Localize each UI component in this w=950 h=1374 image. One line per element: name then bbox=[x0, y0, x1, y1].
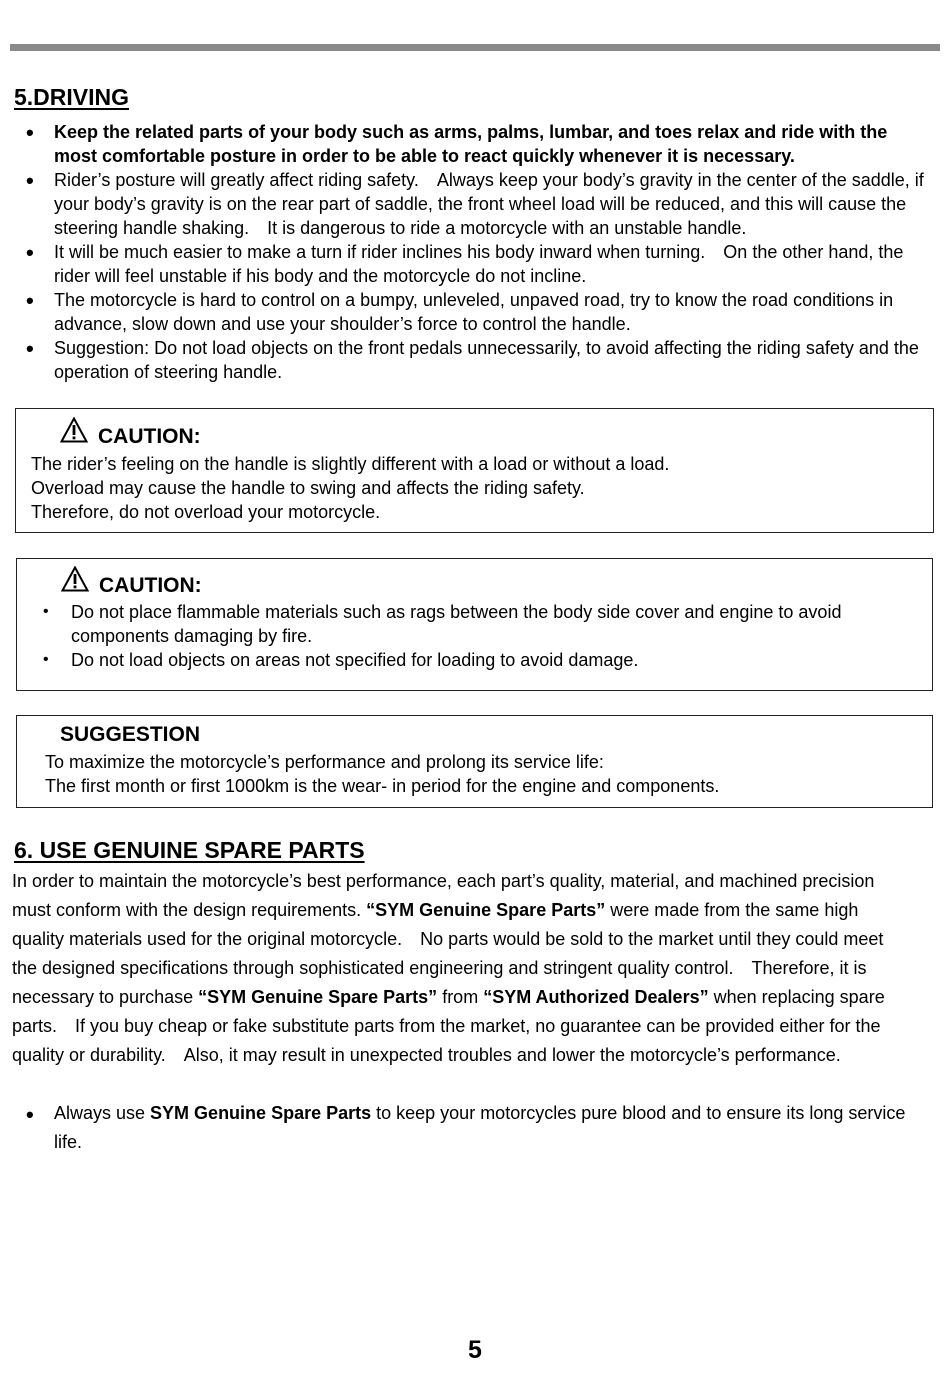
caution-line: Overload may cause the handle to swing and affects the riding safety. bbox=[31, 478, 585, 498]
caution-title: CAUTION: bbox=[98, 425, 201, 448]
suggestion-box bbox=[16, 715, 933, 808]
brand-emphasis: “SYM Authorized Dealers” bbox=[483, 987, 709, 1007]
caution-lines bbox=[31, 452, 921, 524]
section-heading-driving: 5.DRIVING bbox=[14, 84, 130, 110]
warning-triangle-icon bbox=[60, 417, 88, 443]
warning-triangle-icon bbox=[61, 566, 89, 592]
driving-bullet-list bbox=[26, 120, 926, 384]
list-item: • Keep the related parts of your body such as arms, palms, lumbar, and toes relax and ride with the most comfortable posture in order to be able to react quickly whenever it is necessary. bbox=[26, 120, 888, 166]
genuine-parts-paragraph: In order to maintain the motorcycle’s best performance, each part’s quality, material, and machined precision must conform with the design requirements. “SYM Genuine Spare Parts” were made from the same high quality materials used for the original motorcycle. No parts would be sold to the market until they could meet the designed specifications through sophisticated engineering and stringent quality control. Therefore, it is necessary to purchase “SYM Genuine Spare Parts” from “SYM Authorized Dealers” when replacing spare parts. If you buy cheap or fake substitute parts from the market, no guarantee can be provided either for the quality or durability. Also, it may result in unexpected troubles and lower the motorcycle’s performance. bbox=[12, 871, 885, 1065]
list-item: • The motorcycle is hard to control on a bumpy, unleveled, unpaved road, try to know the road conditions in advance, slow down and use your shoulder’s force to control the handle. bbox=[26, 288, 894, 334]
brand-emphasis: “SYM Genuine Spare Parts” bbox=[366, 900, 606, 920]
brand-emphasis: “SYM Genuine Spare Parts” bbox=[198, 987, 438, 1007]
suggestion-title: SUGGESTION bbox=[60, 723, 201, 746]
section-heading-genuine-parts: 6. USE GENUINE SPARE PARTS bbox=[14, 837, 365, 863]
top-rule bbox=[10, 44, 940, 51]
caution-line: The rider’s feeling on the handle is slightly different with a load or without a load. bbox=[31, 454, 670, 474]
genuine-parts-bullet-list bbox=[26, 1099, 926, 1157]
list-item: • Rider’s posture will greatly affect riding safety. Always keep your body’s gravity in the center of the saddle, if your body’s gravity is on the rear part of saddle, the front wheel load will be reduced, and this will cause the steering handle shaking. It is dangerous to ride a motorcycle with an unstable handle. bbox=[26, 168, 924, 238]
caution-box-load bbox=[15, 408, 934, 533]
caution-items bbox=[31, 600, 921, 672]
suggestion-lines bbox=[45, 750, 925, 798]
page-number: 5 bbox=[468, 1336, 482, 1364]
suggestion-line: To maximize the motorcycle’s performance and prolong its service life: bbox=[45, 752, 604, 772]
suggestion-line: The first month or first 1000km is the wear- in period for the engine and components. bbox=[45, 776, 720, 796]
list-item: • Always use SYM Genuine Spare Parts to keep your motorcycles pure blood and to ensure its long service life. bbox=[26, 1102, 906, 1152]
caution-line: Therefore, do not overload your motorcycle. bbox=[31, 502, 381, 522]
caution-title: CAUTION: bbox=[99, 574, 202, 597]
list-item: • Suggestion: Do not load objects on the front pedals unnecessarily, to avoid affecting the riding safety and the operation of steering handle. bbox=[26, 336, 919, 382]
list-item: • Do not place flammable materials such as rags between the body side cover and engine to avoid components damaging by fire. bbox=[43, 602, 842, 646]
caution-box-flammable bbox=[16, 558, 933, 691]
list-item: • Do not load objects on areas not specified for loading to avoid damage. bbox=[43, 650, 639, 670]
list-item: • It will be much easier to make a turn if rider inclines his body inward when turning. On the other hand, the rider will feel unstable if his body and the motorcycle do not incline. bbox=[26, 240, 904, 286]
